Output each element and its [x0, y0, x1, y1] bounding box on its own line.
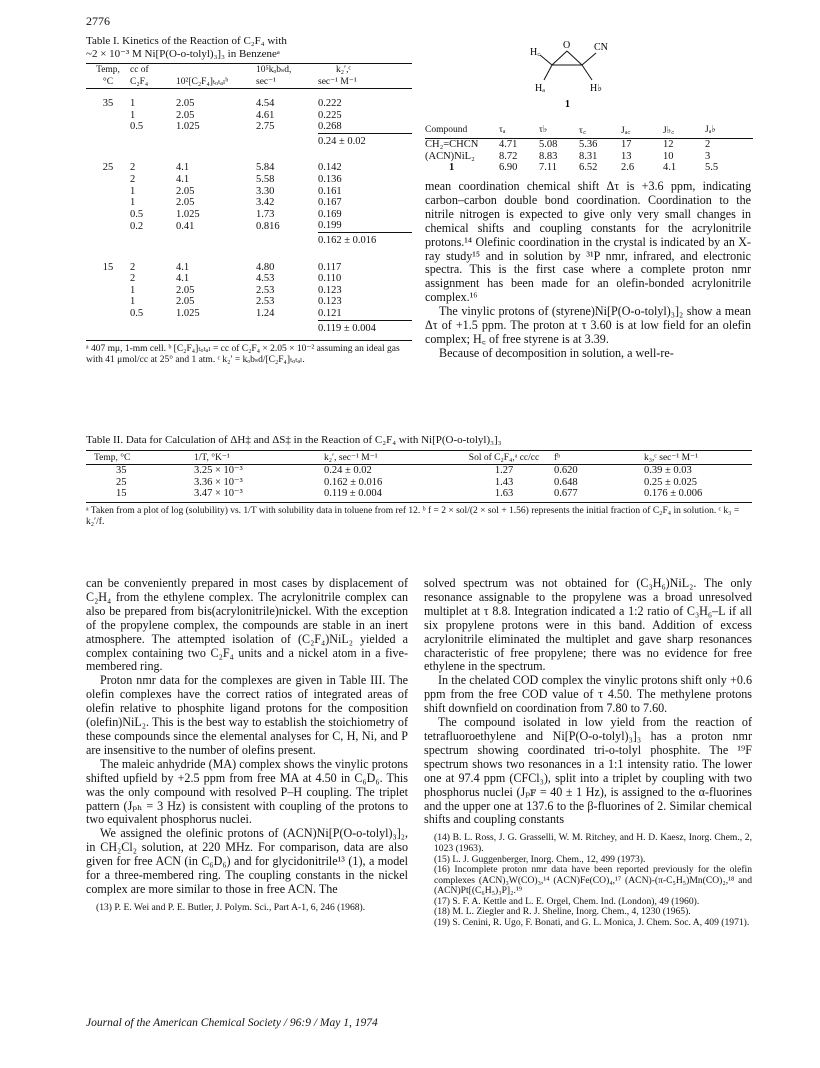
- table-2-footnote: ᵃ Taken from a plot of log (solubility) vs. 1/T with solubility data in toluene from ref 12. ᵇ f = 2 × sol/(2 × sol + 1.56) represents the initial fraction of C₂F₄ in solution. ᶜ k₃ = k₂′/f.: [86, 505, 740, 527]
- nmr-header: Jₐ♭: [705, 123, 753, 139]
- cell-temp: [86, 121, 130, 133]
- table-cell: 0.121: [318, 307, 342, 319]
- table-cell: 3.30: [256, 185, 275, 197]
- ring-bond: [552, 51, 567, 65]
- empty-cell: [86, 133, 130, 153]
- footnote-13: (13) P. E. Wei and P. E. Butler, J. Polym. Sci., Part A-1, 6, 246 (1968).: [96, 901, 366, 913]
- table-cell: 3.25 × 10⁻³: [194, 465, 243, 476]
- header-conc-unit: 10²[C₂F₄]ₜₒₜₐₗᵇ: [176, 76, 256, 89]
- table-cell: 2.05: [176, 284, 195, 296]
- table-cell: 0.648: [554, 476, 578, 488]
- table-cell: 3.42: [256, 197, 275, 209]
- reference: (14) B. L. Ross, J. G. Grasselli, W. M. Ritchey, and H. D. Kaesz, Inorg. Chem., 2, 1023 (1963).: [434, 832, 752, 854]
- right-column-upper: [425, 180, 751, 361]
- table-cell: 2.05: [176, 98, 195, 109]
- mean-row: [86, 232, 412, 252]
- cell-temp: [86, 197, 130, 209]
- table-cell: 5.58: [256, 173, 275, 185]
- table-cell: 4.1: [176, 273, 190, 285]
- table-1-body: [86, 89, 412, 341]
- nmr-cell: 6.52: [579, 162, 598, 173]
- table-cell: 4.61: [256, 109, 275, 121]
- cell-temp: 25: [102, 162, 114, 174]
- table-cell: 0.677: [554, 488, 644, 502]
- table-cell: 2.53: [256, 284, 275, 296]
- table-2-body: [86, 465, 752, 503]
- ring-bond: [567, 51, 582, 65]
- nmr-header: Compound: [425, 123, 499, 139]
- reference: (15) L. J. Guggenberger, Inorg. Chem., 12, 499 (1973).: [434, 853, 646, 865]
- table-row: [86, 253, 412, 274]
- h-c-label: H꜀: [530, 47, 541, 58]
- table-cell: 1.025: [176, 208, 200, 220]
- t2-header: Sol of C₂F₄,ᵃ cc/cc: [454, 451, 554, 465]
- cn-label: CN: [594, 42, 608, 53]
- table-cell: 0.142: [318, 162, 342, 174]
- left-column: [86, 577, 408, 913]
- nmr-header: τ♭: [539, 123, 579, 139]
- table-cell: 0.620: [554, 465, 578, 476]
- cn-bond: [582, 53, 596, 65]
- table-cell: 1: [130, 197, 136, 209]
- table-cell: 2: [130, 173, 136, 185]
- nmr-header: τ꜀: [579, 123, 621, 139]
- table-row: [86, 465, 752, 477]
- nmr-cell: 17: [621, 139, 632, 150]
- empty-cell: [256, 232, 318, 252]
- nmr-cell: 5.36: [579, 139, 598, 150]
- nmr-row: [425, 151, 753, 163]
- table-cell: 3.47 × 10⁻³: [194, 488, 324, 502]
- table-1: [86, 35, 412, 366]
- table-row: [86, 308, 412, 320]
- table-cell: 1: [130, 296, 136, 308]
- nmr-cell: 12: [663, 139, 674, 150]
- table-cell: 1: [130, 109, 136, 121]
- h-bond: [544, 65, 552, 80]
- table-cell: 1: [130, 98, 136, 109]
- paragraph: The compound isolated in low yield from the reaction of tetrafluoroethylene and Ni[P(O-o-tolyl)₃]₃ has a proton nmr spectrum showing coordinated tri-o-tolyl phosphite. The ¹⁹F spectrum shows two resonances in a 1:1 intensity ratio. The lower one at 97.4 ppm (CFCl₃), split into a triplet by coupling with two phosphorus nuclei (Jₚꜰ = 40 ± 1 Hz), is assigned to the α-fluorines and the upper one at 137.6 to the β-fluorines of 2. Similar chemical shifts and coupling constants: [424, 715, 752, 827]
- table-cell: 1: [130, 284, 136, 296]
- table-cell: 0.41: [176, 220, 195, 232]
- nmr-header: J♭꜀: [663, 123, 705, 139]
- nmr-cell: 5.5: [705, 162, 719, 173]
- header-temp-unit: °C: [86, 76, 130, 89]
- table-cell: 0.199: [318, 220, 342, 232]
- table-cell: 2: [130, 162, 136, 174]
- nmr-cell: (ACN)NiL₂: [425, 150, 475, 162]
- table-row: [86, 488, 752, 502]
- nmr-table-body: [425, 139, 753, 174]
- h-a-label: Hₐ: [535, 83, 545, 94]
- table-1-caption: [86, 35, 412, 60]
- nmr-cell: 10: [663, 150, 674, 162]
- nmr-header: Jₐ꜀: [621, 123, 663, 139]
- references: [424, 833, 752, 928]
- table-row: [86, 209, 412, 221]
- nmr-cell: 8.31: [579, 150, 598, 162]
- empty-cell: [256, 133, 318, 153]
- glycidonitrile-structure: [530, 35, 670, 110]
- empty-cell: [86, 232, 130, 252]
- oxygen-label: O: [563, 40, 571, 51]
- nmr-cell: 8.72: [499, 150, 518, 162]
- cell-temp: [86, 285, 130, 297]
- table-cell: 35: [116, 465, 127, 476]
- cell-temp: [86, 110, 130, 122]
- table-cell: 4.80: [256, 261, 275, 273]
- header-kobsd: 10⁵kₒbₛd,: [256, 64, 318, 77]
- table-row: [86, 186, 412, 198]
- table-cell: 1.025: [176, 308, 200, 320]
- header-k2: k₂′,ᶜ: [318, 64, 412, 77]
- table-cell: 0.162 ± 0.016: [324, 476, 383, 488]
- reference: (19) S. Cenini, R. Ugo, F. Bonati, and G. L. Monica, J. Chem. Soc. A, 409 (1971).: [434, 917, 750, 929]
- cell-temp: [86, 220, 130, 232]
- empty-cell: [256, 320, 318, 341]
- table-cell: 0.5: [130, 308, 144, 320]
- table-cell: 1.43: [494, 476, 514, 488]
- table-cell: 0.123: [318, 284, 342, 296]
- table-cell: 2.75: [256, 121, 275, 133]
- h-b-label: H♭: [590, 83, 602, 94]
- table-cell: 1.025: [176, 121, 200, 133]
- nmr-cell: 13: [621, 150, 632, 162]
- cell-temp: 35: [102, 98, 114, 109]
- empty-cell: [130, 320, 176, 341]
- empty-cell: [176, 133, 256, 153]
- table-cell: 0.2: [130, 220, 144, 232]
- nmr-row: [425, 139, 753, 151]
- t2-header: Temp, °C: [86, 451, 194, 465]
- table-cell: 0.119 ± 0.004: [324, 488, 454, 502]
- table-cell: 3.36 × 10⁻³: [194, 476, 243, 488]
- table-cell: 1.24: [256, 308, 275, 320]
- table-cell: 2.05: [176, 109, 195, 121]
- table-cell: 4.1: [176, 261, 190, 273]
- reference: (17) S. F. A. Kettle and L. E. Orgel, Chem. Ind. (London), 49 (1960).: [434, 895, 700, 907]
- empty-cell: [176, 320, 256, 341]
- nmr-header: τₐ: [499, 123, 539, 139]
- table-cell: 2.05: [176, 296, 195, 308]
- cell-temp: [86, 209, 130, 221]
- nmr-cell: 5.08: [539, 139, 558, 150]
- h-bond: [582, 65, 592, 80]
- table-cell: 2: [130, 273, 136, 285]
- nmr-cell: CH₂=CHCN: [425, 139, 479, 150]
- paragraph: can be conveniently prepared in most cases by displacement of C₂H₄ from the ethylene complex. The acrylonitrile complex can also be prepared from bis(acrylonitrile)nickel. With the exception of the propylene complex, the compounds are stable in an inert atmosphere. The attempted isolation of (C₂F₄)NiL₂ yielded a complex containing two C₂F₄ units and a nickel atom in a five-membered ring.: [86, 576, 408, 674]
- paragraph: Because of decomposition in solution, a well-re-: [439, 345, 674, 360]
- cell-temp: [86, 308, 130, 320]
- table-cell: 0.268: [318, 121, 342, 133]
- cell-temp: [86, 273, 130, 285]
- mean-row: [86, 320, 412, 341]
- table-cell: 0.169: [318, 208, 342, 220]
- table-cell: 0.5: [130, 208, 144, 220]
- table-cell: 0.25 ± 0.025: [644, 476, 698, 488]
- table-cell: 1.63: [454, 488, 554, 502]
- t2-header: k₃,ᶜ sec⁻¹ M⁻¹: [644, 451, 752, 465]
- t2-header: k₂′, sec⁻¹ M⁻¹: [324, 451, 454, 465]
- table-row: [86, 174, 412, 186]
- table-cell: 0.176 ± 0.006: [644, 488, 752, 502]
- table-row: [86, 89, 412, 110]
- cell-temp: [86, 186, 130, 198]
- table-cell: 1.73: [256, 208, 275, 220]
- table-cell: 0.167: [318, 197, 342, 209]
- table-2-caption: Table II. Data for Calculation of ΔH‡ and ΔS‡ in the Reaction of C₂F₄ with Ni[P(O-o-tolyl)₃]₃: [86, 434, 502, 446]
- header-cc-unit: C₂F₄: [130, 76, 176, 89]
- table-cell: 1: [130, 185, 136, 197]
- empty-cell: [176, 232, 256, 252]
- paragraph: We assigned the olefinic protons of (ACN)Ni[P(O-o-tolyl)₃]₂, in CH₂Cl₂ solution, at 220 MHz. For comparison, data are also given for free ACN (in C₆D₆) and for glycidonitrile¹³ (1), a model for a three-membered ring. The coupling constants in the nickel complex are more similar to those in free ACN. The: [86, 826, 408, 896]
- reference: (18) M. L. Ziegler and R. J. Sheline, Inorg. Chem., 4, 1230 (1965).: [434, 906, 691, 918]
- nmr-cell: 2.6: [621, 162, 635, 173]
- nmr-cell: 4.71: [499, 139, 518, 150]
- paragraph: The vinylic protons of (styrene)Ni[P(O-o-tolyl)₃]₂ show a mean Δτ of +1.5 ppm. The proton at τ 3.60 is at low field for an olefin complex; H꜀ of free styrene is at 3.39.: [425, 304, 751, 346]
- table-row: [86, 220, 412, 232]
- h-bond: [540, 55, 552, 65]
- table-row: [86, 110, 412, 122]
- table-row: [86, 121, 412, 133]
- empty-cell: [130, 232, 176, 252]
- nmr-cell: 8.83: [539, 150, 558, 162]
- table-1-caption-line: ~2 × 10⁻³ M Ni[P(O-o-tolyl)₃]₃ in Benzeneᵃ: [86, 47, 280, 60]
- table-row: [86, 273, 412, 285]
- paragraph: solved spectrum was not obtained for (C₃H₆)NiL₂. The only resonance assignable to the propylene was a broad unresolved multiplet at τ 8.8. Integration indicated a 1:2 ratio of C₃H₆–L if all six propylene protons were in this band. Addition of excess acrylonitrile eliminated the multiplet and gave sharp resonances characteristic of free propylene; there was no evidence for free ethylene in the spectrum.: [424, 576, 752, 674]
- table-cell: 4.1: [176, 173, 190, 185]
- table-cell: 0.161: [318, 185, 342, 197]
- nmr-table: [425, 123, 753, 174]
- table-row: [86, 477, 752, 489]
- table-cell: 2: [130, 261, 136, 273]
- paragraph: mean coordination chemical shift Δτ is +3.6 ppm, indicating carbon–carbon double bond coordination. Coordination to the nitrile nitrogen is expected to give only very small changes in chemical shifts and coupling constants for the acrylonitrile protons.¹⁴ Olefinic coordination in the crystal is indicated by an X-ray study¹⁵ and in solution by ³¹P nmr, infrared, and electronic spectra. This is the first case where a complete proton nmr assignment has been made for an olefin-bonded acrylonitrile complex.¹⁶: [425, 179, 751, 305]
- header-temp: Temp,: [86, 64, 130, 77]
- page-number: 2776: [86, 14, 110, 28]
- table-row: [86, 296, 412, 308]
- compound-number: 1: [565, 99, 570, 110]
- table-cell: 2.05: [176, 197, 195, 209]
- table-cell: 0.225: [318, 109, 342, 121]
- reference: (16) Incomplete proton nmr data have been reported previously for the olefin complexes (ACN)₃W(CO)₃,¹⁴ (ACN)Fe(CO)₄,¹⁷ (ACN)-(π-C₅H₅)Mn(CO)₂,¹⁸ and (ACN)Pt[(C₆H₅)₃P]₂.¹⁹: [434, 864, 752, 897]
- table-row: [86, 153, 412, 174]
- table-cell: 0.110: [318, 273, 342, 285]
- table-cell: 0.816: [256, 220, 280, 232]
- cell-temp: [86, 296, 130, 308]
- table-1-footnote: ᵃ 407 mμ, 1-mm cell. ᵇ [C₂F₄]ₜₒₜₐₗ = cc of C₂F₄ × 2.05 × 10⁻² assuming an ideal gas with 41 μmol/cc at 25° and 1 atm. ᶜ k₂′ = kₒbₛd/[C₂F₄]ₜₒₜₐₗ.: [86, 344, 400, 366]
- header-conc: [176, 64, 256, 77]
- table-cell: 5.84: [256, 162, 275, 174]
- table-2: [86, 434, 752, 528]
- nmr-cell: 3: [705, 150, 711, 162]
- header-k2-unit: sec⁻¹ M⁻¹: [318, 76, 412, 89]
- cell-temp: [86, 174, 130, 186]
- table-cell: 2.05: [176, 185, 195, 197]
- right-column: [424, 577, 752, 929]
- nmr-cell: 2: [705, 139, 711, 150]
- paragraph: The maleic anhydride (MA) complex shows the vinylic protons shifted upfield by +2.5 ppm from free MA at 4.50 in C₆D₆. This was the only compound with resolved P–H coupling. The triplet pattern (Jₚₕ = 3 Hz) is consistent with coupling of the protons to two equivalent phosphorus nuclei.: [86, 756, 408, 827]
- table-cell: 15: [86, 488, 194, 502]
- table-cell: 0.222: [318, 98, 342, 109]
- table-cell: 0.123: [318, 296, 342, 308]
- table-row: [86, 197, 412, 209]
- paragraph: In the chelated COD complex the vinylic protons shift only +0.6 ppm from the free COD value of τ 4.50. The methylene protons shift downfield on coordination from 7.80 to 7.60.: [424, 673, 752, 716]
- nmr-cell: 1: [449, 162, 455, 173]
- table-cell: 0.24 ± 0.02: [324, 465, 372, 476]
- nmr-cell: 7.11: [539, 162, 557, 173]
- table-cell: 4.1: [176, 162, 190, 174]
- table-1-caption-line: Table I. Kinetics of the Reaction of C₂F₄ with: [86, 35, 287, 47]
- table-cell: 4.54: [256, 98, 275, 109]
- empty-cell: [86, 320, 130, 341]
- empty-cell: [130, 133, 176, 153]
- table-cell: 2.53: [256, 296, 275, 308]
- t2-header: fᵇ: [554, 451, 644, 465]
- header-cc: cc of: [130, 64, 176, 77]
- table-cell: 0.5: [130, 121, 144, 133]
- table-cell: 4.53: [256, 273, 275, 285]
- table-cell: 0.39 ± 0.03: [644, 465, 692, 476]
- mean-value: 0.24 ± 0.02: [318, 133, 412, 153]
- table-cell: 0.136: [318, 173, 342, 185]
- paragraph: Proton nmr data for the complexes are given in Table III. The olefin complexes have the correct ratios of integrated areas of olefin relative to phosphite ligand protons for the composition (olefin)NiL₂. This is the best way to establish the stoichiometry of these compounds since the elemental analyses for C, H, Ni, and P are insensitive to the number of olefins present.: [86, 673, 408, 757]
- nmr-cell: 4.1: [663, 162, 677, 173]
- mean-row: [86, 133, 412, 153]
- mean-value: 0.119 ± 0.004: [318, 320, 412, 341]
- journal-footer: Journal of the American Chemical Society / 96:9 / May 1, 1974: [86, 1017, 378, 1029]
- nmr-cell: 6.90: [499, 162, 518, 173]
- table-cell: 25: [116, 476, 127, 488]
- t2-header: 1/T, °K⁻¹: [194, 451, 324, 465]
- header-kobsd-unit: sec⁻¹: [256, 76, 318, 89]
- cell-temp: 15: [102, 261, 114, 273]
- table-row: [86, 285, 412, 297]
- table-cell: 1.27: [494, 465, 514, 476]
- mean-value: 0.162 ± 0.016: [318, 232, 412, 252]
- table-cell: 0.117: [318, 261, 342, 273]
- nmr-row: [425, 162, 753, 174]
